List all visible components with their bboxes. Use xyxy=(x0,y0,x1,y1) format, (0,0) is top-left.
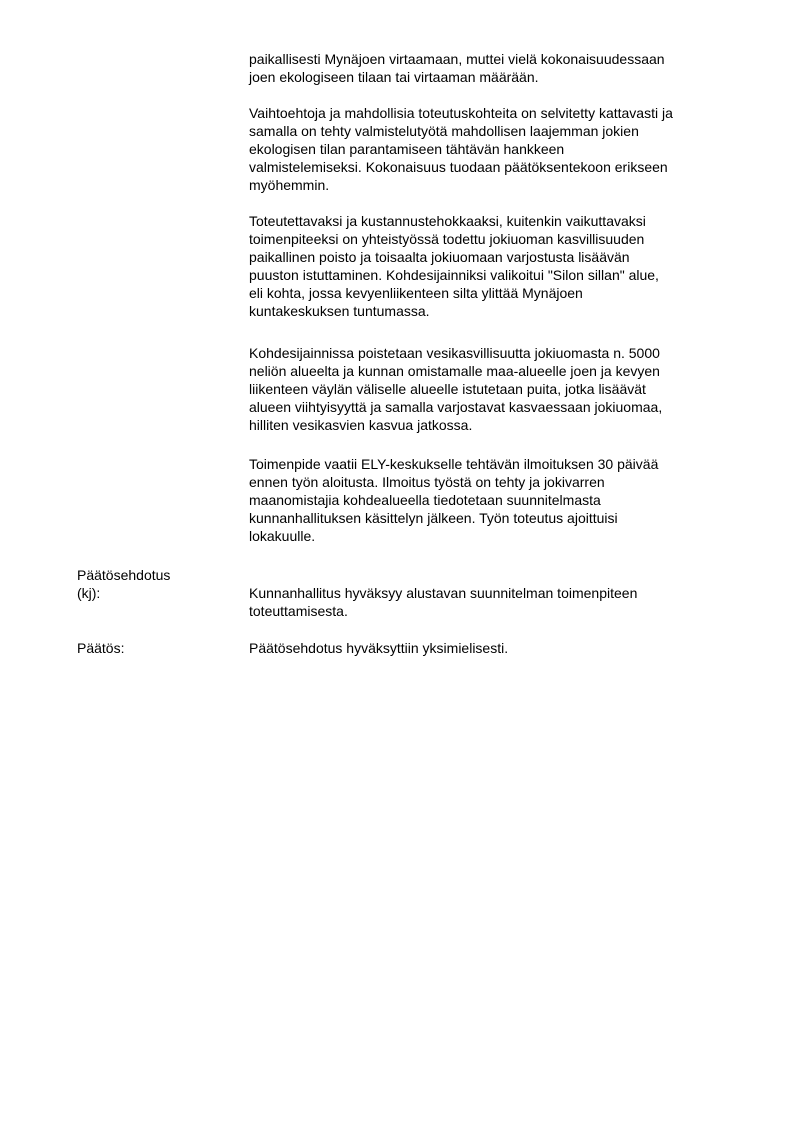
text-line: paikallinen poisto ja toisaalta jokiuomaan varjostusta lisäävän xyxy=(249,249,630,265)
text-line: Päätösehdotus hyväksyttiin yksimielisesti. xyxy=(249,640,509,656)
text-line: alueen viihtyisyyttä ja samalla varjostavat kasvaessaan jokiuomaa, xyxy=(249,399,663,415)
text-line: maanomistajia kohdealueella tiedotetaan suunnitelmasta xyxy=(249,492,601,508)
label-line: (kj): xyxy=(77,585,101,601)
text-line: liikenteen väylän väliselle alueelle istutetaan puita, jotka lisäävät xyxy=(249,381,646,397)
text-line: kunnanhallituksen käsittelyn jälkeen. Työn toteutus ajoittuisi xyxy=(249,510,618,526)
proposal-text xyxy=(249,584,749,620)
text-line: samalla on tehty valmistelutyötä mahdollisen laajemman jokien xyxy=(249,123,639,139)
text-line: paikallisesti Mynäjoen virtaamaan, muttei vielä kokonaisuudessaan xyxy=(249,51,665,67)
paragraph-notification xyxy=(249,455,749,545)
decision-label xyxy=(77,639,124,657)
decision-text xyxy=(249,639,749,657)
text-line: Toteutettavaksi ja kustannustehokkaaksi, kuitenkin vaikuttavaksi xyxy=(249,213,646,229)
text-line: valmistelemiseksi. Kokonaisuus tuodaan päätöksentekoon erikseen xyxy=(249,159,668,175)
paragraph-alternatives xyxy=(249,104,749,194)
text-line: kuntakeskuksen tuntumassa. xyxy=(249,303,430,319)
paragraph-location xyxy=(249,344,749,434)
text-line: eli kohta, jossa kevyenliikenteen silta ylittää Mynäjoen xyxy=(249,285,583,301)
text-line: Kunnanhallitus hyväksyy alustavan suunnitelman toimenpiteen xyxy=(249,585,638,601)
text-line: puuston istuttaminen. Kohdesijainniksi valikoitui "Silon sillan" alue, xyxy=(249,267,659,283)
text-line: ekologisen tilan parantamiseen tähtävän hankkeen xyxy=(249,141,565,157)
proposal-label xyxy=(77,566,170,602)
text-line: hilliten vesikasvien kasvua jatkossa. xyxy=(249,417,473,433)
text-line: ennen työn aloitusta. Ilmoitus työstä on tehty ja jokivarren xyxy=(249,474,605,490)
text-line: toimenpiteeksi on yhteistyössä todettu jokiuoman kasvillisuuden xyxy=(249,231,645,247)
text-line: Vaihtoehtoja ja mahdollisia toteutuskohteita on selvitetty kattavasti ja xyxy=(249,105,673,121)
label-line: Päätösehdotus xyxy=(77,567,171,583)
text-line: neliön alueelta ja kunnan omistamalle maa-alueelle joen ja kevyen xyxy=(249,363,660,379)
text-line: myöhemmin. xyxy=(249,177,330,193)
text-line: Toimenpide vaatii ELY-keskukselle tehtävän ilmoituksen 30 päivää xyxy=(249,456,659,472)
label-line: Päätös: xyxy=(77,640,125,656)
text-line: lokakuulle. xyxy=(249,528,316,544)
text-line: Kohdesijainnissa poistetaan vesikasvillisuutta jokiuomasta n. 5000 xyxy=(249,345,660,361)
paragraph-measure xyxy=(249,212,749,320)
text-line: toteuttamisesta. xyxy=(249,603,348,619)
text-line: joen ekologiseen tilaan tai virtaaman määrään. xyxy=(249,69,539,85)
paragraph-impact xyxy=(249,50,749,86)
